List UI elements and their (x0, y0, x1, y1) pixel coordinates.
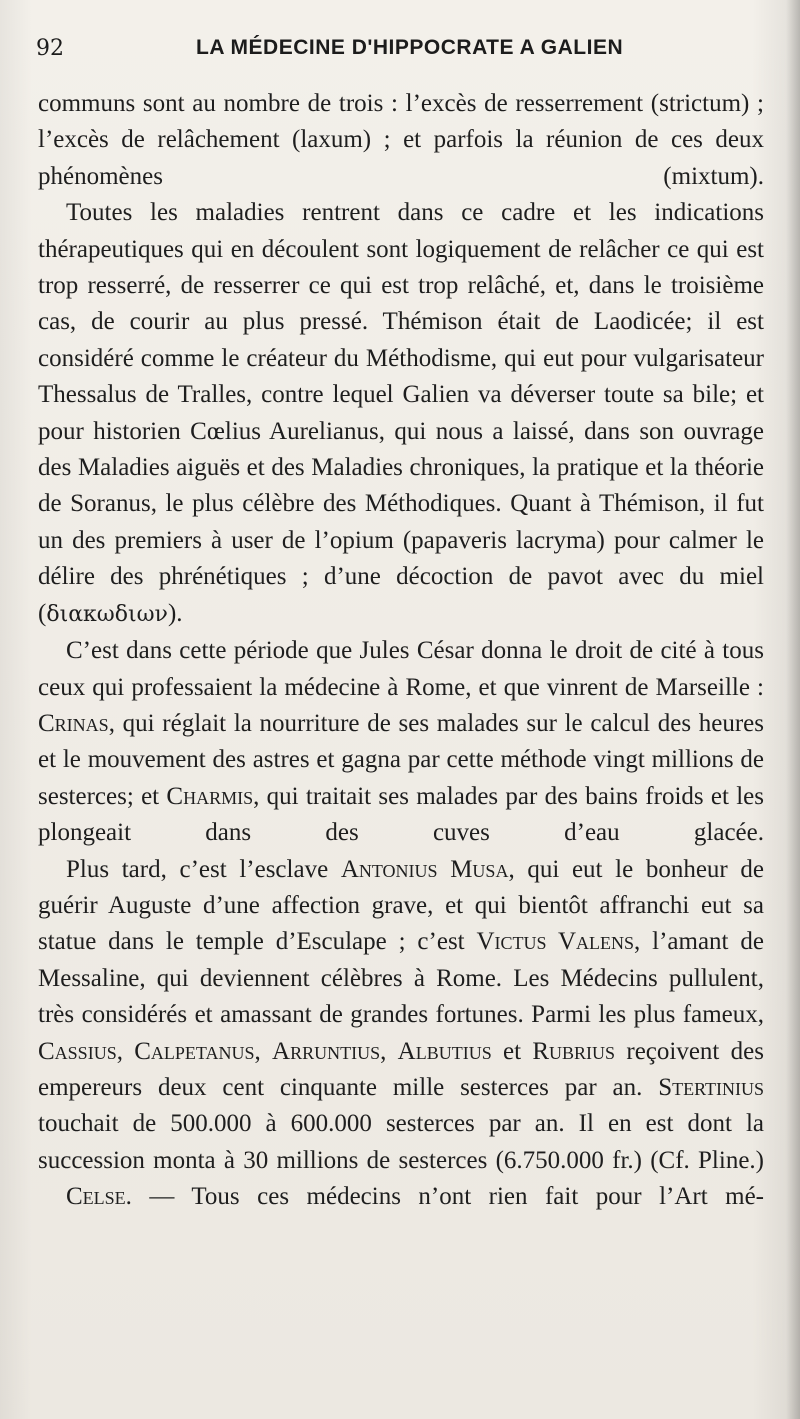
person-name: Antonius Musa (340, 855, 509, 883)
paragraph-continuation (38, 86, 764, 195)
paragraph-text: Toutes les maladies rentrent dans ce cadre et les indications thérapeutiques qui en découlent sont logiquement de relâcher ce qui est trop resserré, de resserrer ce qui est trop relâché, et, dans le troisième cas, de courir au plus pressé. Thémison était de Laodicée; il est considéré comme le créateur du Méthodisme, qui eut pour vulgarisateur Thessalus de Tralles, contre lequel Galien va déverser toute sa bile; et pour historien Cœlius Aurelianus, qui nous a laissé, dans son ouvrage des Maladies aiguës et des Maladies chroniques, la pratique et la théorie de Soranus, le plus célèbre des Méthodiques. Quant à Thémison, il fut un des premiers à user de l’opium (papaveris lacryma) pour calmer le délire des phrénétiques ; d’une décoction de pavot avec du miel ( (38, 199, 764, 627)
person-name: Rubrius (532, 1037, 616, 1065)
person-name: Stertinius (658, 1073, 764, 1101)
paragraph-text: , qui eut le bonheur de guérir Auguste d’une affection grave, et qui bientôt affranchi eut sa statue dans le temple d’Esculape ; c’est (38, 855, 765, 956)
person-name: Charmis (166, 782, 254, 810)
paragraph-text: ). (167, 599, 183, 627)
paragraph-text: communs sont au nombre de trois : l’excès de resserrement (strictum) ; l’excès de relâchement (laxum) ; et parfois la réunion de ces deux phénomènes (mixtum). (38, 90, 764, 190)
paragraph-text: reçoivent des empereurs deux cent cinquante mille sesterces par an. (38, 1037, 764, 1101)
greek-word: διακωδιων (46, 601, 168, 627)
paragraph-text: . — Tous ces médecins n’ont rien fait pour l’Art mé- (125, 1183, 764, 1211)
person-name: Victus Valens (476, 928, 635, 956)
running-title: LA MÉDECINE D'HIPPOCRATE A GALIEN (196, 36, 624, 59)
person-name: Celse (66, 1183, 126, 1211)
paragraph-text: , qui traitait ses malades par des bains froids et les plongeait dans des cuves d’eau glacée. (38, 782, 764, 847)
running-header (36, 36, 770, 70)
paragraph-text: C’est dans cette période que Jules César donna le droit de cité à tous ceux qui professaient la médecine à Rome, et que vinrent de Marseille : (38, 637, 764, 701)
paragraph-caesar (38, 633, 764, 851)
paragraph-later-physicians: Plus tard, c’est l’esclave Antonius Musa, qui eut le bonheur de guérir Auguste d’une affection grave, et qui bientôt affranchi eut sa statue dans le temple d’Esculape ; c’est Victus Valens, l’amant de Messaline, qui deviennent célèbres à Rome. Les Médecins pullulent, très considérés et amassant de grandes fortunes. Parmi les plus fameux, Cassius, Calpetanus, Arruntius, Albutius et Rubrius reçoivent des empereurs deux cent cinquante mille sesterces par an. Stertinius touchait de 500.000 à 600.000 sesterces par an. Il en est dont la succession monta à 30 millions de sesterces (6.750.000 fr.) (Cf. Pline.) (38, 855, 765, 1174)
person-name: Calpetanus (134, 1037, 255, 1065)
page-edge-shadow (786, 0, 800, 1419)
paragraph-text: Plus tard, c’est l’esclave (66, 855, 341, 883)
person-name: Crinas (38, 709, 109, 737)
body-text (38, 86, 764, 1216)
person-name: Arruntius (272, 1037, 381, 1065)
paragraph-celse (38, 1179, 764, 1215)
paragraph-text: touchait de 500.000 à 600.000 sesterces par an. Il en est dont la succession monta à 30 millions de sesterces (6.750.000 fr.) (Cf. Pline.) (38, 1110, 764, 1174)
page-number: 92 (36, 36, 64, 61)
paragraph-methodism (38, 195, 764, 633)
paragraph-text: , l’amant de Messaline, qui deviennent célèbres à Rome. Les Médecins pullulent, très considérés et amassant de grandes fortunes. Parmi les plus fameux, (38, 928, 764, 1029)
person-name: Cassius (38, 1037, 117, 1065)
person-name: Albutius (397, 1037, 492, 1065)
paragraph-text: , qui réglait la nourriture de ses malades sur le calcul des heures et le mouvement des astres et gagna par cette méthode vingt millions de sesterces; et (38, 709, 764, 810)
